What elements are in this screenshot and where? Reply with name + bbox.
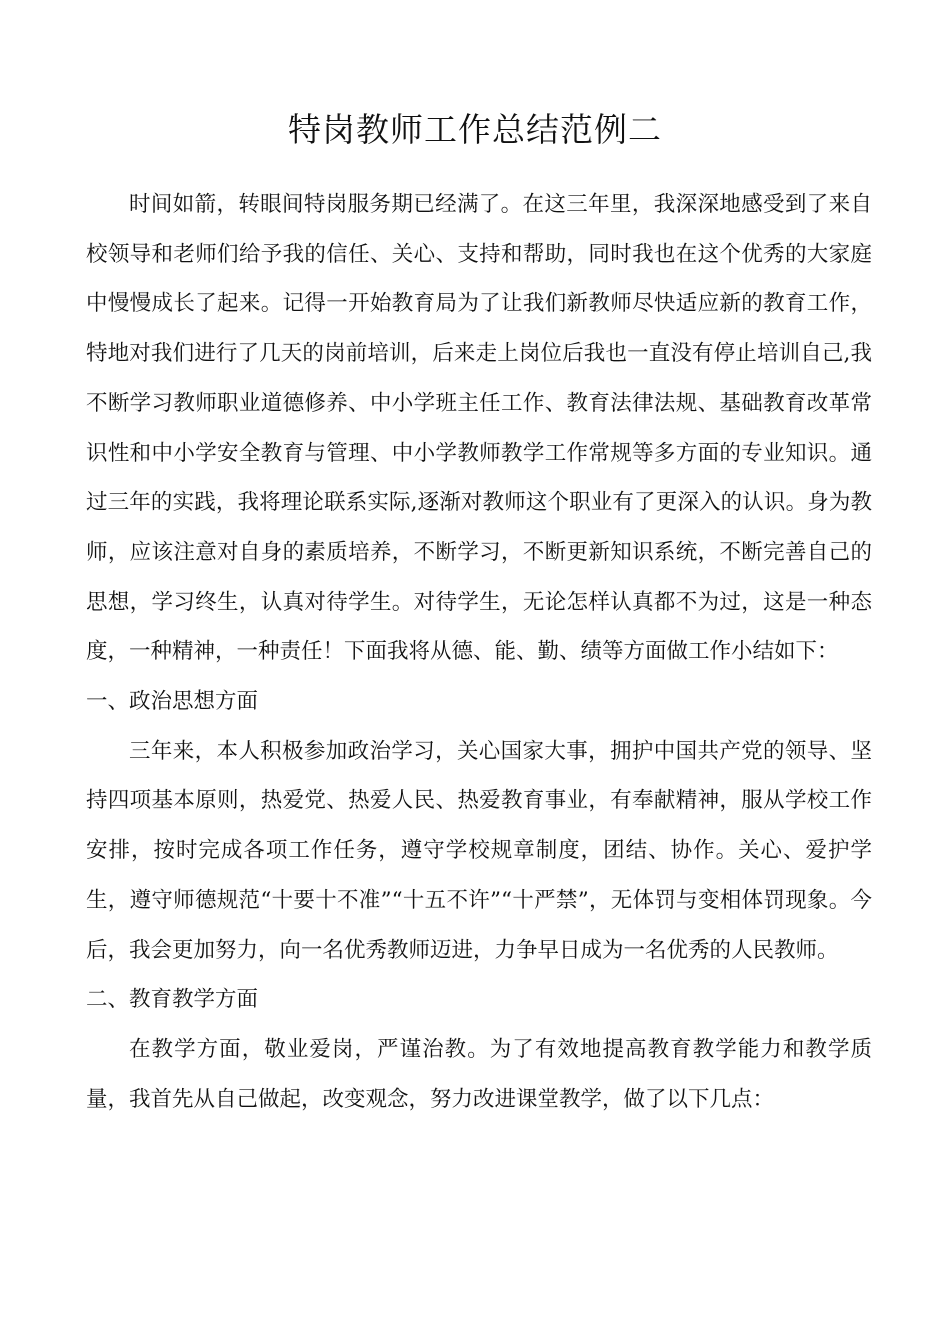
document-body <box>86 180 872 1124</box>
section-1-paragraph: 三年来，本人积极参加政治学习，关心国家大事，拥护中国共产党的领导、坚持四项基本原则，热爱党、热爱人民、热爱教育事业，有奉献精神，服从学校工作安排，按时完成各项工作任务，遵守学校规章制度，团结、协作。关心、爱护学生，遵守师德规范“十要十不准”“十五不许”“十严禁”，无体罚与变相体罚现象。今后，我会更加努力，向一名优秀教师迈进，力争早日成为一名优秀的人民教师。 <box>86 738 872 963</box>
section-1-heading: 一、政治思想方面 <box>86 689 259 715</box>
document-title: 特岗教师工作总结范例二 <box>288 110 662 149</box>
section-2-heading: 二、教育教学方面 <box>86 987 259 1013</box>
section-2-paragraph: 在教学方面，敬业爱岗，严谨治教。为了有效地提高教育教学能力和教学质量，我首先从自己做起，改变观念，努力改进课堂教学，做了以下几点： <box>86 1036 872 1112</box>
intro-paragraph: 时间如箭，转眼间特岗服务期已经满了。在这三年里，我深深地感受到了来自校领导和老师们给予我的信任、关心、支持和帮助，同时我也在这个优秀的大家庭中慢慢成长了起来。记得一开始教育局为了让我们新教师尽快适应新的教育工作，特地对我们进行了几天的岗前培训，后来走上岗位后我也一直没有停止培训自己,我不断学习教师职业道德修养、中小学班主任工作、教育法律法规、基础教育改革常识性和中小学安全教育与管理、中小学教师教学工作常规等多方面的专业知识。通过三年的实践，我将理论联系实际,逐渐对教师这个职业有了更深入的认识。身为教师，应该注意对自身的素质培养，不断学习，不断更新知识系统，不断完善自己的思想，学习终生，认真对待学生。对待学生，无论怎样认真都不为过，这是一种态度，一种精神，一种责任！下面我将从德、能、勤、绩等方面做工作小结如下： <box>86 192 872 665</box>
